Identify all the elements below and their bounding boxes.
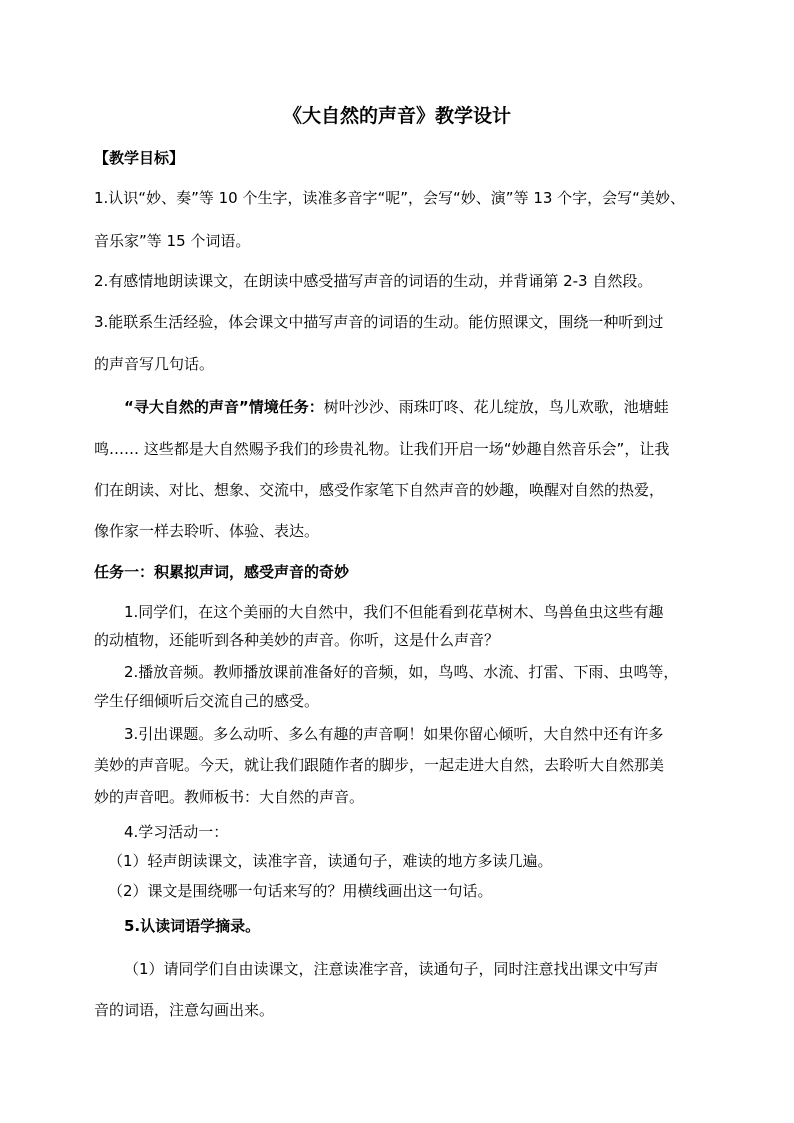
task5-line: 音的词语，注意勾画出来。 bbox=[94, 1001, 275, 1019]
task1-line: （2）课文是围绕哪一句话来写的？用横线画出这一句话。 bbox=[108, 882, 493, 900]
task1-line: 的动植物，还能听到各种美妙的声音。你听，这是什么声音？ bbox=[94, 631, 500, 649]
situation-paragraph-line: 像作家一样去聆听、体验、表达。 bbox=[94, 522, 320, 540]
situation-paragraph-line bbox=[124, 397, 714, 417]
task1-line: 学生仔细倾听后交流自己的感受。 bbox=[94, 692, 320, 710]
task1-line: 4.学习活动一： bbox=[124, 823, 229, 841]
objective-line: 音乐家”等 15 个词语。 bbox=[94, 232, 251, 250]
task5-heading: 5.认读词语学摘录。 bbox=[124, 917, 261, 935]
objective-line: 1.认识“妙、奏”等 10 个生字，读准多音字“呢”，会写“妙、演”等 13 个字，会写“美妙、 bbox=[94, 189, 685, 207]
objective-line: 3.能联系生活经验，体会课文中描写声音的词语的生动。能仿照课文，围绕一种听到过 bbox=[94, 313, 664, 331]
situation-paragraph-line: 们在朗读、对比、想象、交流中，感受作家笔下自然声音的妙趣，唤醒对自然的热爱， bbox=[94, 481, 665, 499]
situation-text: 树叶沙沙、雨珠叮咚、花儿绽放，鸟儿欢歌，池塘蛙 bbox=[323, 398, 669, 416]
situation-paragraph-line: 鸣…… 这些都是大自然赐予我们的珍贵礼物。让我们开启一场“妙趣自然音乐会”，让我 bbox=[94, 440, 670, 458]
objective-line: 的声音写几句话。 bbox=[94, 355, 215, 373]
task1-line: 美妙的声音呢。今天，就让我们跟随作者的脚步，一起走进大自然，去聆听大自然那美 bbox=[94, 756, 665, 774]
task5-line: （1）请同学们自由读课文，注意读准字音，读通句子，同时注意找出课文中写声 bbox=[124, 960, 659, 978]
task1-line: 妙的声音吧。教师板书：大自然的声音。 bbox=[94, 788, 365, 806]
task1-line: 1.同学们，在这个美丽的大自然中，我们不但能看到花草树木、鸟兽鱼虫这些有趣 bbox=[124, 603, 664, 621]
objectives-heading: 【教学目标】 bbox=[94, 149, 185, 167]
task1-line: 3.引出课题。多么动听、多么有趣的声音啊！如果你留心倾听，大自然中还有许多 bbox=[124, 725, 664, 743]
situation-label: “寻大自然的声音”情境任务： bbox=[124, 398, 324, 416]
objective-line: 2.有感情地朗读课文，在朗读中感受描写声音的词语的生动，并背诵第 2-3 自然段。 bbox=[94, 272, 653, 290]
task1-line: （1）轻声朗读课文，读准字音，读通句子，难读的地方多读几遍。 bbox=[108, 852, 553, 870]
task1-heading: 任务一：积累拟声词，感受声音的奇妙 bbox=[94, 563, 350, 581]
task1-line: 2.播放音频。教师播放课前准备好的音频，如，鸟鸣、水流、打雷、下雨、虫鸣等， bbox=[124, 663, 679, 681]
page-title: 《大自然的声音》教学设计 bbox=[282, 105, 511, 127]
